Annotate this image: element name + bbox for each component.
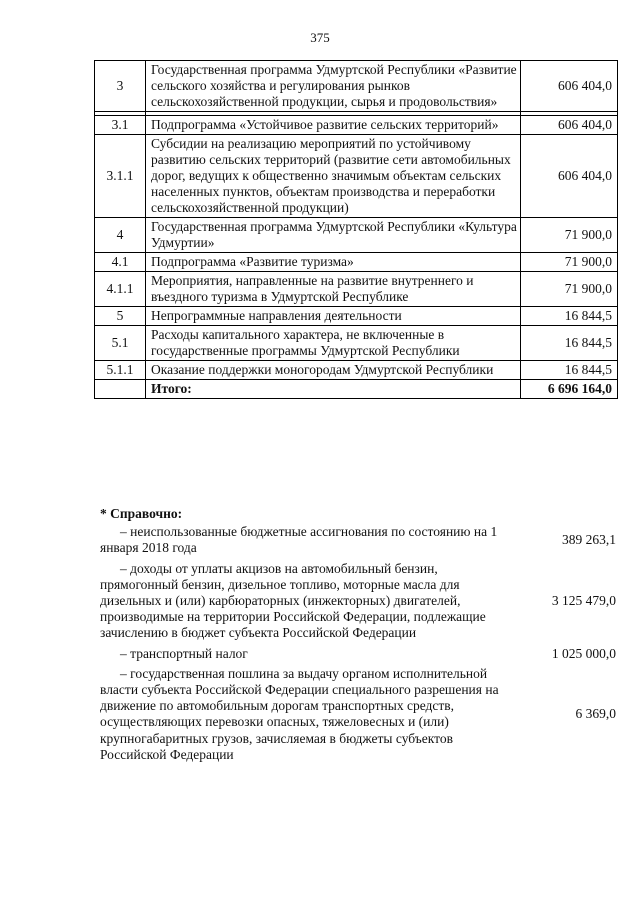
row-name: Расходы капитального характера, не включенные в государственные программы Удмуртской Республики [146, 326, 521, 361]
row-code: 5.1.1 [95, 361, 146, 380]
row-amount: 71 900,0 [521, 272, 618, 307]
note-text: – транспортный налог [120, 645, 248, 661]
table-row [95, 116, 618, 135]
row-amount: 16 844,5 [521, 307, 618, 326]
notes-section [100, 506, 616, 767]
table-row [95, 253, 618, 272]
row-amount: 606 404,0 [521, 116, 618, 135]
row-amount: 606 404,0 [521, 61, 618, 112]
row-name: Субсидии на реализацию мероприятий по устойчивому развитию сельских территорий (развитие сети автомобильных дорог, ведущих к общественно значимым объектам сельских населенных пунктов, объектам производства и переработки сельскохозяйственной продукции) [146, 135, 521, 218]
row-code: 3 [95, 61, 146, 112]
total-row [95, 380, 618, 399]
notes-heading: * Справочно: [100, 506, 183, 521]
note-text: – неиспользованные бюджетные ассигнования по состоянию на 1 января 2018 года [100, 524, 498, 556]
row-amount: 71 900,0 [521, 218, 618, 253]
row-code: 4 [95, 218, 146, 253]
total-amount: 6 696 164,0 [521, 380, 618, 399]
note-item [100, 666, 616, 763]
page-number: 375 [310, 30, 330, 45]
row-code: 5 [95, 307, 146, 326]
table-row [95, 361, 618, 380]
row-name: Государственная программа Удмуртской Республики «Развитие сельского хозяйства и регулирования рынков сельскохозяйственной продукции, сырья и продовольствия» [146, 61, 521, 112]
table-row [95, 218, 618, 253]
table-row [95, 326, 618, 361]
budget-table [94, 60, 618, 399]
row-name: Государственная программа Удмуртской Республики «Культура Удмуртии» [146, 218, 521, 253]
row-code: 4.1.1 [95, 272, 146, 307]
row-name: Непрограммные направления деятельности [146, 307, 521, 326]
table-row [95, 272, 618, 307]
note-text: – доходы от уплаты акцизов на автомобильный бензин, прямогонный бензин, дизельное топливо, моторные масла для дизельных и (или) карбюраторных (инжекторных) двигателей, производимые на территории Российской Федерации, подлежащие зачислению в бюджет субъекта Российской Федерации [100, 560, 486, 641]
table-row [95, 135, 618, 218]
row-code: 3.1 [95, 116, 146, 135]
note-item [100, 524, 616, 556]
total-label: Итого: [146, 380, 521, 399]
total-code [95, 380, 146, 399]
row-code: 4.1 [95, 253, 146, 272]
row-name: Мероприятия, направленные на развитие внутреннего и въездного туризма в Удмуртской Республике [146, 272, 521, 307]
row-code: 5.1 [95, 326, 146, 361]
row-amount: 16 844,5 [521, 361, 618, 380]
note-value: 6 369,0 [575, 706, 616, 722]
note-text: – государственная пошлина за выдачу органом исполнительной власти субъекта Российской Федерации специального разрешения на движение по автомобильным дорогам транспортных средств, осуществляющих перевозки опасных, тяжеловесных и (или) крупногабаритных грузов, зачисляемая в бюджеты субъектов Российской Федерации [100, 665, 499, 762]
note-value: 389 263,1 [562, 532, 616, 548]
row-amount: 606 404,0 [521, 135, 618, 218]
note-value: 1 025 000,0 [551, 645, 616, 661]
note-value: 3 125 479,0 [551, 593, 616, 609]
row-name: Подпрограмма «Развитие туризма» [146, 253, 521, 272]
row-code: 3.1.1 [95, 135, 146, 218]
row-name: Подпрограмма «Устойчивое развитие сельских территорий» [146, 116, 521, 135]
row-amount: 16 844,5 [521, 326, 618, 361]
table-row [95, 307, 618, 326]
table-row [95, 61, 618, 112]
note-item [100, 561, 616, 642]
row-name: Оказание поддержки моногородам Удмуртской Республики [146, 361, 521, 380]
row-amount: 71 900,0 [521, 253, 618, 272]
note-item [100, 646, 616, 662]
